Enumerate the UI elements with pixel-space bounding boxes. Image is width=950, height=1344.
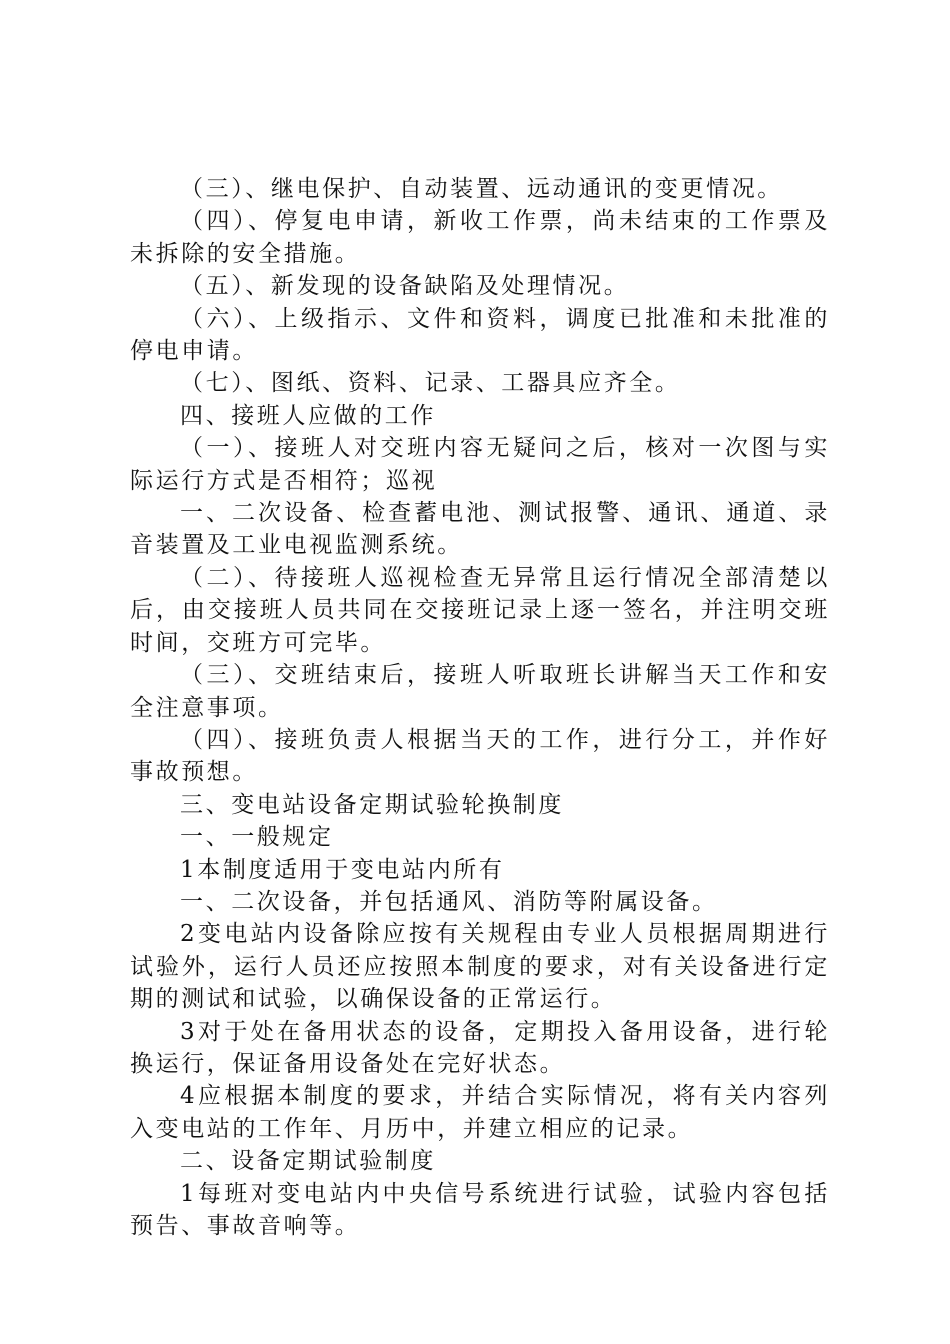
paragraph: 1本制度适用于变电站内所有 (180, 856, 505, 883)
paragraph: （二）、待接班人巡视检查无异常且运行情况全部清楚以后，由交接班人员共同在交接班记录上逐一签名，并注明交班时间，交班方可完毕。 (130, 564, 830, 656)
paragraph: 1每班对变电站内中央信号系统进行试验，试验内容包括预告、事故音响等。 (130, 1180, 830, 1239)
paragraph: 4应根据本制度的要求，并结合实际情况，将有关内容列入变电站的工作年、月历中，并建立相应的记录。 (130, 1083, 830, 1142)
paragraph: （三）、继电保护、自动装置、远动通讯的变更情况。 (180, 176, 783, 202)
paragraph: 3对于处在备用状态的设备，定期投入备用设备，进行轮换运行，保证备用设备处在完好状态。 (130, 1018, 830, 1077)
paragraph: （七）、图纸、资料、记录、工器具应齐全。 (180, 370, 681, 397)
paragraph: （五）、新发现的设备缺陷及处理情况。 (180, 273, 630, 300)
paragraph: 一、二次设备、检查蓄电池、测试报警、通讯、通道、录音装置及工业电视监测系统。 (130, 500, 830, 559)
paragraph: 2变电站内设备除应按有关规程由专业人员根据周期进行试验外，运行人员还应按照本制度的要求，对有关设备进行定期的测试和试验，以确保设备的正常运行。 (130, 921, 830, 1013)
paragraph: （三）、交班结束后，接班人听取班长讲解当天工作和安全注意事项。 (130, 662, 830, 721)
paragraph: （六）、上级指示、文件和资料，调度已批准和未批准的停电申请。 (130, 305, 830, 365)
paragraph: （一）、接班人对交班内容无疑问之后，核对一次图与实际运行方式是否相符；巡视 (130, 435, 830, 494)
document-body (130, 173, 830, 1242)
paragraph: 一、二次设备，并包括通风、消防等附属设备。 (180, 888, 718, 915)
section-heading: 二、设备定期试验制度 (180, 1148, 436, 1175)
paragraph: （四）、停复电申请，新收工作票，尚未结束的工作票及未拆除的安全措施。 (130, 208, 830, 267)
section-heading: 三、变电站设备定期试验轮换制度 (180, 791, 564, 818)
section-heading: 一、一般规定 (180, 824, 334, 851)
paragraph: （四）、接班负责人根据当天的工作，进行分工，并作好事故预想。 (130, 726, 830, 786)
section-heading: 四、接班人应做的工作 (180, 402, 436, 429)
